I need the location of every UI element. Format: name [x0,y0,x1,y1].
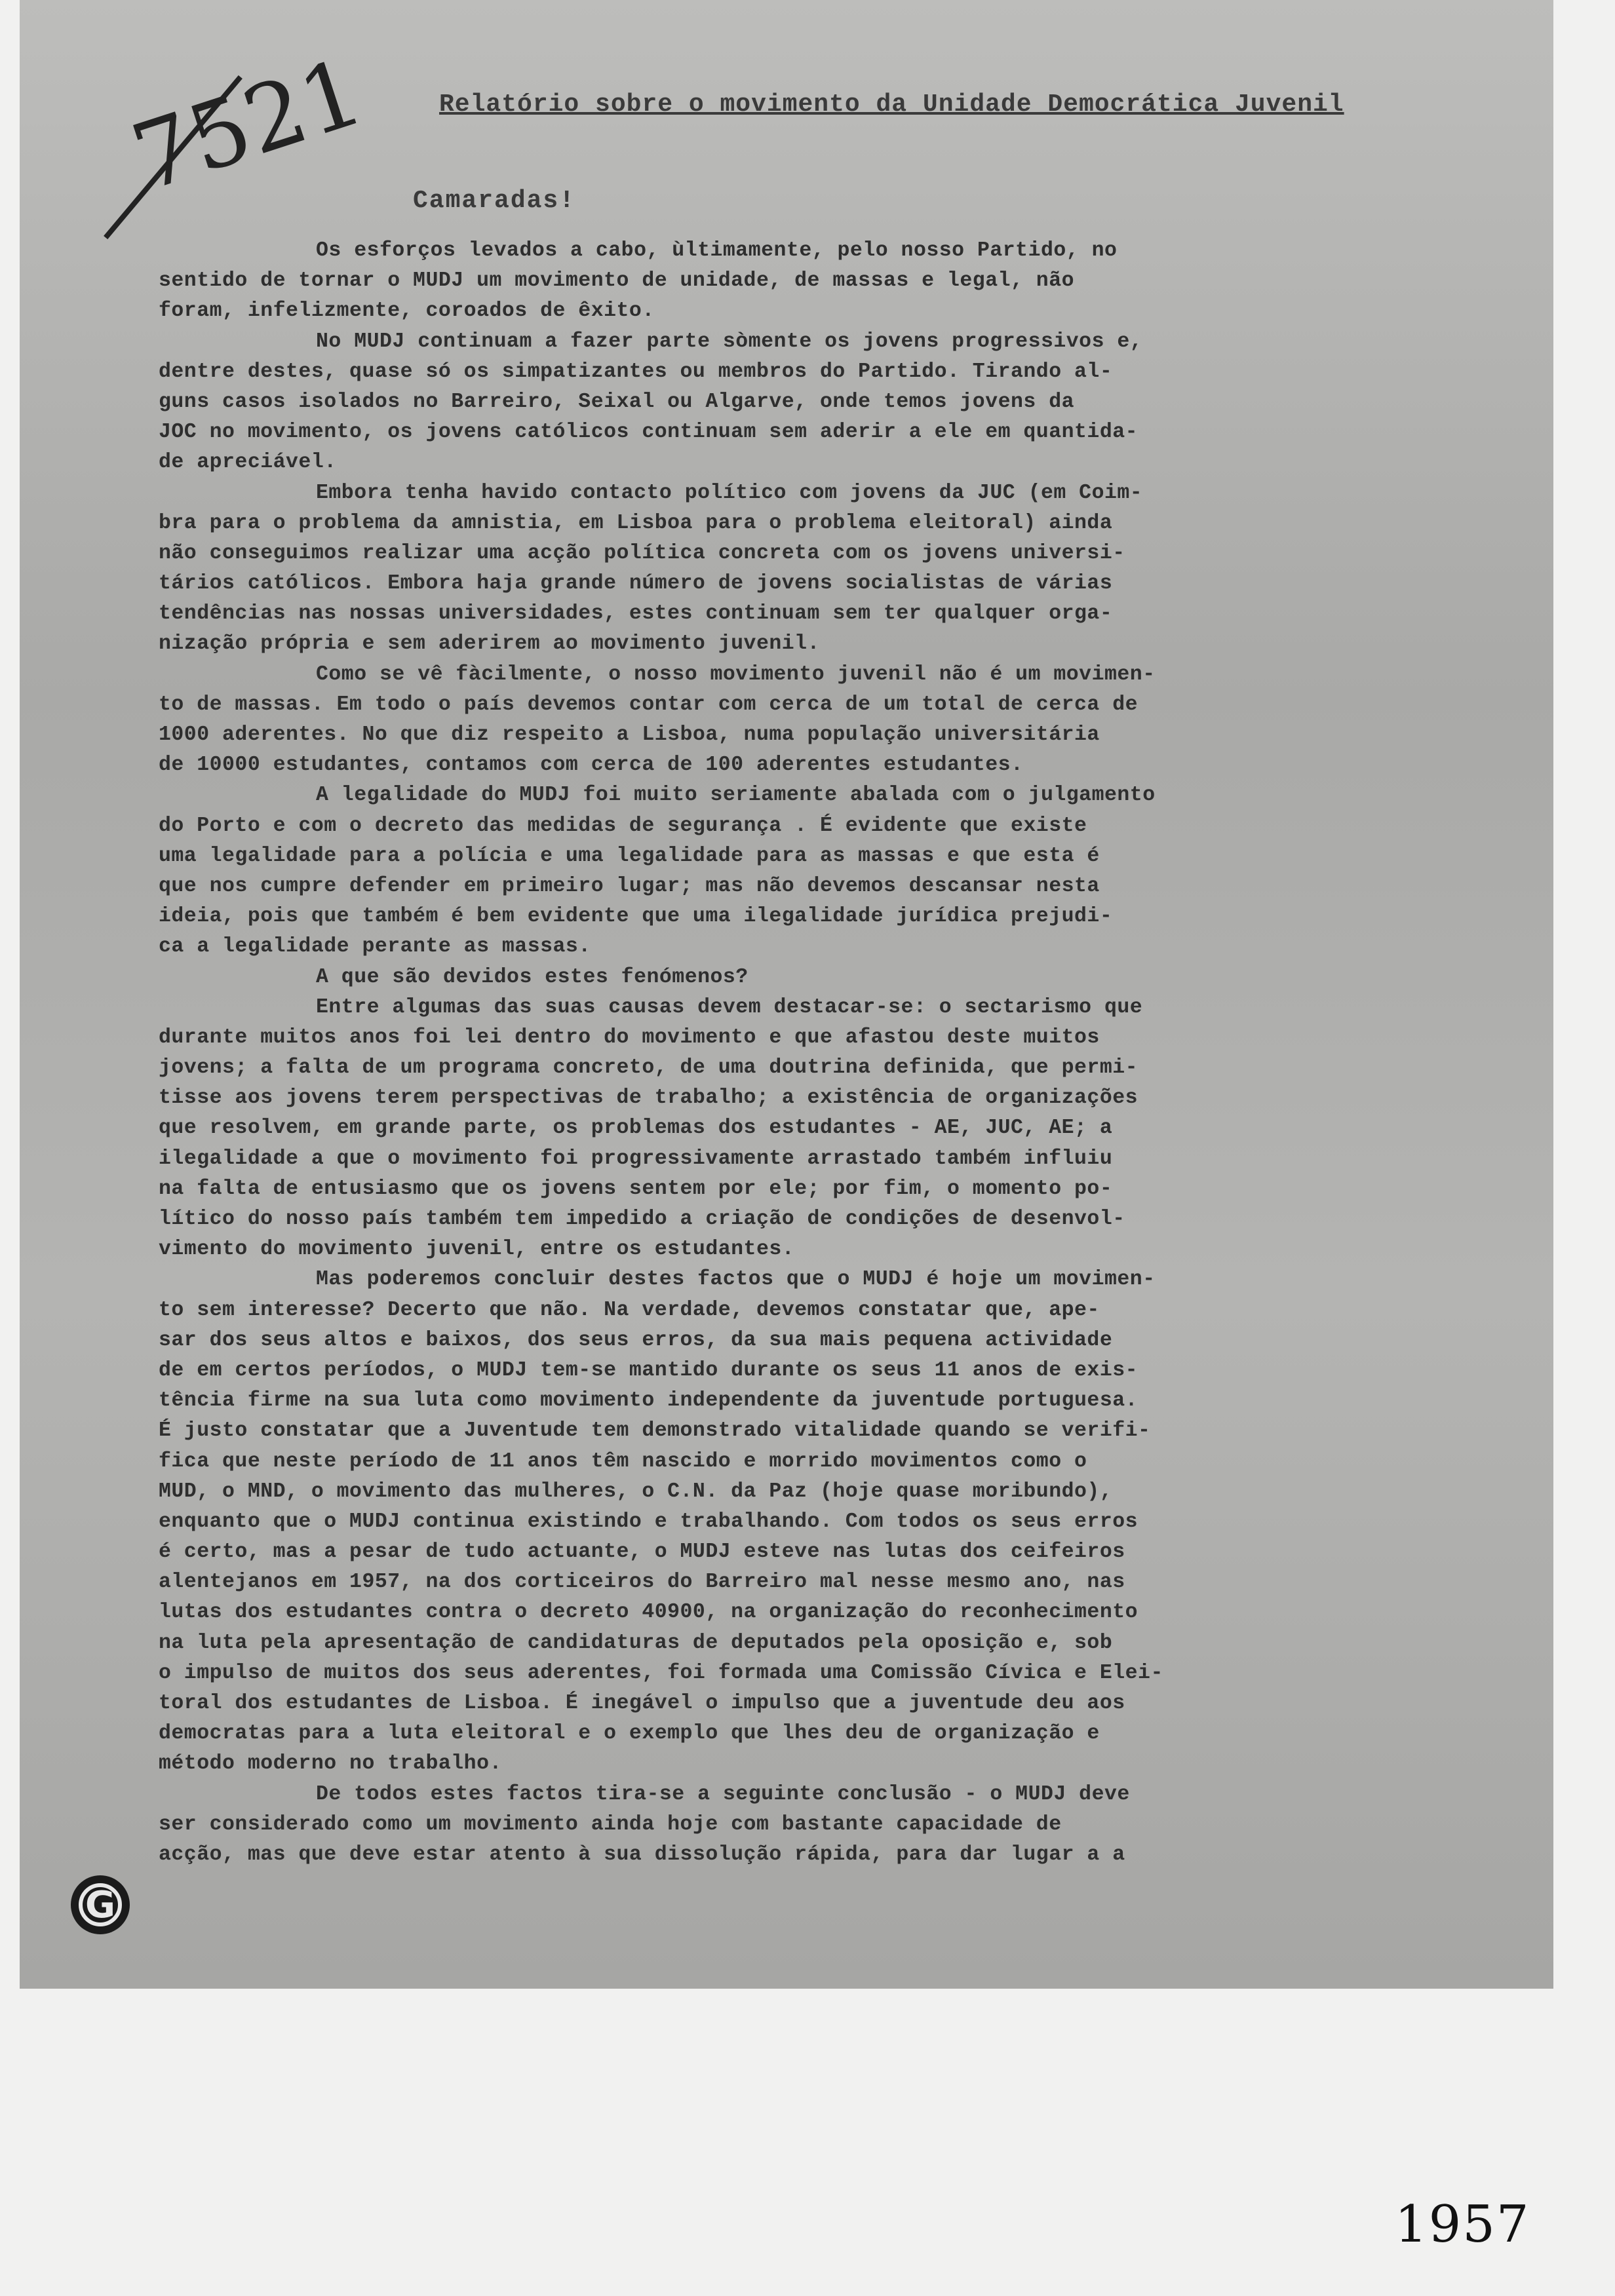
body-line: Mas poderemos concluir destes factos que o MUDJ é hoje um movimen- [316,1268,1156,1292]
body-line: ideia, pois que também é bem evidente que uma ilegalidade jurídica prejudi- [159,905,1113,928]
body-line: toral dos estudantes de Lisboa. É inegável o impulso que a juventude deu aos [159,1692,1125,1715]
body-line: é certo, mas a pesar de tudo actuante, o MUDJ esteve nas lutas dos ceifeiros [159,1540,1125,1564]
body-line: dentre destes, quase só os simpatizantes ou membros do Partido. Tirando al- [159,360,1113,383]
body-line: A que são devidos estes fenómenos? [316,965,749,989]
document-page [20,0,1553,1989]
document-body [159,236,1542,1870]
body-line: o impulso de muitos dos seus aderentes, foi formada uma Comissão Cívica e Elei- [159,1661,1163,1685]
body-line: alentejanos em 1957, na dos corticeiros do Barreiro mal nesse mesmo ano, nas [159,1571,1125,1594]
body-line: acção, mas que deve estar atento à sua dissolução rápida, para dar lugar a a [159,1843,1125,1866]
body-line: bra para o problema da amnistia, em Lisboa para o problema eleitoral) ainda [159,511,1113,535]
document-title: Relatório sobre o movimento da Unidade Democrática Juvenil [439,90,1344,119]
body-line: lutas dos estudantes contra o decreto 40900, na organização do reconhecimento [159,1601,1138,1624]
body-line: tendências nas nossas universidades, estes continuam sem ter qualquer orga- [159,602,1113,626]
body-line: jovens; a falta de um programa concreto, de uma doutrina definida, que permi- [159,1056,1138,1080]
body-line: tisse aos jovens terem perspectivas de trabalho; a existência de organizações [159,1086,1138,1110]
body-line: que resolvem, em grande parte, os problemas dos estudantes - AE, JUC, AE; a [159,1117,1113,1140]
body-line: to sem interesse? Decerto que não. Na verdade, devemos constatar que, ape- [159,1298,1100,1322]
handwritten-year: 1957 [1395,2195,1530,2254]
body-line: sar dos seus altos e baixos, dos seus erros, da sua mais pequena actividade [159,1328,1113,1352]
body-line: na falta de entusiasmo que os jovens sentem por ele; por fim, o momento po- [159,1177,1113,1200]
body-line: nização própria e sem aderirem ao movimento juvenil. [159,632,820,656]
body-line: durante muitos anos foi lei dentro do movimento e que afastou deste muitos [159,1025,1100,1049]
body-line: do Porto e com o decreto das medidas de segurança . É evidente que existe [159,814,1087,837]
body-line: No MUDJ continuam a fazer parte sòmente os jovens progressivos e, [316,330,1143,353]
body-line: Embora tenha havido contacto político com jovens da JUC (em Coim- [316,481,1143,505]
body-line: de 10000 estudantes, contamos com cerca de 100 aderentes estudantes. [159,754,1024,777]
body-line: JOC no movimento, os jovens católicos continuam sem aderir a ele em quantida- [159,421,1138,444]
body-line: De todos estes factos tira-se a seguinte conclusão - o MUDJ deve [316,1782,1130,1806]
archive-logo-icon [71,1875,130,1934]
body-line: vimento do movimento juvenil, entre os estudantes. [159,1238,795,1261]
body-line: lítico do nosso país também tem impedido a criação de condições de desenvol- [159,1208,1125,1231]
body-line: foram, infelizmente, coroados de êxito. [159,299,655,323]
body-line: to de massas. Em todo o país devemos contar com cerca de um total de cerca de [159,693,1138,716]
body-line: ilegalidade a que o movimento foi progressivamente arrastado também influiu [159,1147,1113,1170]
document-greeting: Camaradas! [413,187,576,215]
body-line: A legalidade do MUDJ foi muito seriamente abalada com o julgamento [316,784,1156,807]
body-line: guns casos isolados no Barreiro, Seixal ou Algarve, onde temos jovens da [159,390,1075,413]
body-line: Os esforços levados a cabo, ùltimamente, pelo nosso Partido, no [316,239,1118,262]
body-line: ser considerado como um movimento ainda hoje com bastante capacidade de [159,1812,1062,1836]
handwritten-stamp-number: 7521 [120,38,376,213]
body-line: Entre algumas das suas causas devem destacar-se: o sectarismo que [316,995,1143,1019]
body-line: não conseguimos realizar uma acção política concreta com os jovens universi- [159,541,1125,565]
body-line: tência firme na sua luta como movimento independente da juventude portuguesa. [159,1389,1138,1413]
body-line: método moderno no trabalho. [159,1752,502,1776]
body-line: MUD, o MND, o movimento das mulheres, o C.N. da Paz (hoje quase moribundo), [159,1480,1113,1503]
body-line: É justo constatar que a Juventude tem demonstrado vitalidade quando se verifi- [159,1419,1151,1443]
body-line: enquanto que o MUDJ continua existindo e trabalhando. Com todos os seus erros [159,1510,1138,1533]
body-line: democratas para a luta eleitoral e o exemplo que lhes deu de organização e [159,1722,1100,1746]
body-line: 1000 aderentes. No que diz respeito a Lisboa, numa população universitária [159,723,1100,746]
body-line: ca a legalidade perante as massas. [159,935,591,959]
body-line: tários católicos. Embora haja grande número de jovens socialistas de várias [159,572,1113,596]
body-line: que nos cumpre defender em primeiro lugar; mas não devemos descansar nesta [159,874,1100,898]
body-line: na luta pela apresentação de candidaturas de deputados pela oposição e, sob [159,1631,1113,1655]
archive-logo-letter: G [79,1883,122,1926]
body-line: de apreciável. [159,451,337,474]
body-line: sentido de tornar o MUDJ um movimento de unidade, de massas e legal, não [159,269,1075,293]
body-line: de em certos períodos, o MUDJ tem-se mantido durante os seus 11 anos de exis- [159,1358,1138,1382]
body-line: fica que neste período de 11 anos têm nascido e morrido movimentos como o [159,1449,1087,1473]
body-line: Como se vê fàcilmente, o nosso movimento juvenil não é um movimen- [316,662,1156,686]
body-line: uma legalidade para a polícia e uma legalidade para as massas e que esta é [159,844,1100,868]
